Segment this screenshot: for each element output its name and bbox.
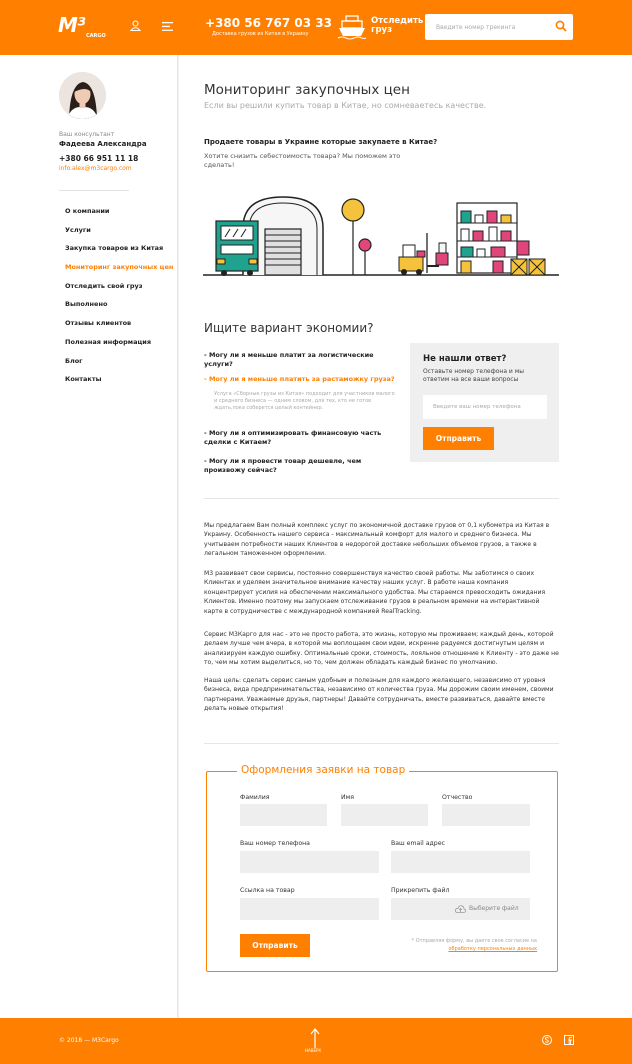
- sidebar-item-useful-info[interactable]: Полезная информация: [65, 337, 152, 346]
- header-phone[interactable]: +380 56 767 03 33: [205, 16, 332, 30]
- scroll-top-label[interactable]: НАВЕРХ: [305, 1048, 322, 1053]
- ship-icon[interactable]: [337, 14, 367, 40]
- patronymic-input[interactable]: [442, 804, 530, 826]
- file-upload-button[interactable]: [391, 898, 530, 920]
- sidebar-item-blog[interactable]: Блог: [65, 356, 83, 365]
- page-subtitle: Если вы решили купить товар в Китае, но сомневаетесь качестве.: [204, 101, 487, 110]
- sidebar-item-completed[interactable]: Выполнено: [65, 300, 108, 309]
- link-label: Ссылка на товар: [240, 887, 295, 894]
- surname-input[interactable]: [240, 804, 327, 826]
- callback-phone-input[interactable]: [423, 395, 547, 419]
- copyright: © 2018 — M3Cargo: [59, 1037, 119, 1044]
- sidebar-item-price-monitoring[interactable]: Мониторинг закупочных цен: [65, 263, 174, 272]
- product-link-input[interactable]: [240, 898, 379, 920]
- warehouse-illustration: [203, 193, 561, 279]
- divider: [204, 743, 559, 744]
- footer: [0, 1018, 632, 1064]
- sidebar-item-services[interactable]: Услуги: [65, 225, 91, 234]
- phone-label: Ваш номер телефона: [240, 840, 310, 847]
- consultant-name: Фадеева Александра: [59, 140, 147, 148]
- cloud-upload-icon: [455, 905, 466, 913]
- main-content: [179, 55, 632, 1018]
- tracking-search: [425, 14, 573, 40]
- name-label: Имя: [341, 794, 355, 801]
- arrow-up-icon[interactable]: [310, 1028, 320, 1048]
- callback-submit-button[interactable]: Отправить: [423, 427, 494, 450]
- sidebar-item-about[interactable]: О компании: [65, 207, 110, 215]
- divider: [204, 498, 559, 499]
- order-form-title: Оформления заявки на товар: [237, 764, 409, 776]
- email-label: Ваш email адрес: [391, 840, 445, 847]
- paragraph: Наша цель: сделать сервис самым удобным и полезным для каждого желающего, независимо от уровня бизнеса, вида предпринимательства, независимо от количества груза. Мы дорожим своим именем, своими партнерами. Уважаемые друзья, партнеры! Давайте сотрудничать, вместе развиваться, давайте вместе делать новые открытия!: [204, 677, 554, 713]
- sidebar-menu: [65, 207, 173, 394]
- menu-icon[interactable]: [162, 22, 173, 31]
- track-cargo-link[interactable]: Отследить груз: [371, 16, 424, 35]
- skype-icon[interactable]: [542, 1035, 552, 1045]
- search-icon[interactable]: [555, 20, 567, 32]
- sidebar-item-contacts[interactable]: Контакты: [65, 375, 102, 384]
- consultant-avatar: [59, 72, 106, 119]
- surname-label: Фамилия: [240, 794, 270, 801]
- consent-text: * Отправляя форму, вы даете свое согласие на: [411, 938, 537, 944]
- sidebar-item-track[interactable]: Отследить свой груз: [65, 281, 143, 290]
- name-input[interactable]: [341, 804, 428, 826]
- sidebar: [0, 55, 178, 1018]
- header: [0, 0, 632, 55]
- callback-title: Не нашли ответ?: [423, 354, 507, 364]
- consultant-email[interactable]: info.alex@m3cargo.com: [59, 165, 132, 172]
- consultant-phone[interactable]: +380 66 951 11 18: [59, 154, 139, 163]
- user-icon[interactable]: [130, 20, 141, 31]
- intro-text: Хотите снизить себестоимость товара? Мы поможем это сделать!: [204, 152, 401, 169]
- faq-heading: Ищите вариант экономии?: [204, 321, 374, 335]
- paragraph: М3 развивает свои сервисы, постоянно совершенствуя качество своей работы. Мы заботимся о своих Клиентах и уделяем значительное внимание качеству наших услуг. В работе наша компания концентрирует усилия на обеспечении максимального удобства. Мы стараемся превосходить ожидания Клиентов. Именно поэтому мы запускаем отслеживание грузов в реальном времени на интерактивной карте в сотрудничестве с международной компанией RealTracking.: [204, 570, 546, 615]
- order-submit-button[interactable]: Отправить: [240, 934, 310, 957]
- faq-item-cheaper[interactable]: - Могу ли я провести товар дешевле, чем произвожу сейчас?: [204, 457, 362, 474]
- sidebar-divider: [59, 190, 129, 191]
- email-input[interactable]: [391, 851, 530, 873]
- page-title: Мониторинг закупочных цен: [204, 82, 410, 98]
- patronymic-label: Отчество: [442, 794, 473, 801]
- attach-label: Прикрепить файл: [391, 887, 450, 894]
- intro-question: Продаете товары в Украине которые закупаете в Китае?: [204, 138, 438, 146]
- faq-item-logistics[interactable]: - Могу ли я меньше платит за логистические услуги?: [204, 351, 374, 368]
- faq-answer: Услуга «Сборные грузы из Китая» подходит для участников малого и среднего бизнеса — одним словом, для тех, кто не готов ждать,пока соберется целый контейнер.: [214, 391, 395, 411]
- phone-input[interactable]: [240, 851, 379, 873]
- file-upload-label: Выберите файл: [469, 905, 519, 912]
- facebook-icon[interactable]: [564, 1035, 574, 1045]
- logo-mark: M³: [58, 13, 85, 37]
- callback-text: Оставьте номер телефона и мы ответим на все ваши вопросы: [423, 368, 524, 383]
- order-form: [206, 764, 558, 972]
- consent-note: [397, 937, 537, 953]
- paragraph: Сервис М3Карго для нас - это не просто работа, это жизнь, которую мы проживаем; каждый день, которой делаем лучше чем вчера, в которой мы воплощаем свои идеи, искренне радуемся достигнутым целям и анализируем каждую ошибку. Оптимальные сроки, стоимость, лояльное отношение к Клиенту - это даже не то, чем мы хотим выделиться, но то, чем должен обладать каждый бизнес по умолчанию.: [204, 631, 559, 667]
- logo-subtitle: CARGO: [86, 33, 106, 39]
- sidebar-item-purchasing[interactable]: Закупка товаров из Китая: [65, 244, 164, 253]
- tracking-search-input[interactable]: [425, 14, 547, 40]
- header-phone-subtitle: Доставка грузов из Китая в Украину: [212, 31, 309, 37]
- faq-item-customs[interactable]: - Могу ли я меньше платить за растаможку груза?: [204, 375, 395, 383]
- logo[interactable]: [58, 15, 110, 43]
- sidebar-item-reviews[interactable]: Отзывы клиентов: [65, 319, 132, 328]
- callback-box: [410, 343, 559, 462]
- privacy-link[interactable]: обработку персональных данных: [448, 946, 537, 952]
- paragraph: Мы предлагаем Вам полный комплекс услуг по экономичной доставке грузов от 0,1 кубометра из Китая в Украину. Особенность нашего сервиса - максимальный комфорт для малого и среднего бизнеса. Мы учитываем потребности наших Клиентов в недорогой доставке небольших объемов грузов, а также в легальном таможенном оформлении.: [204, 522, 550, 558]
- consultant-label: Ваш консультант: [59, 131, 115, 138]
- faq-item-finance[interactable]: - Могу ли я оптимизировать финансовую часть сделки с Китаем?: [204, 429, 382, 446]
